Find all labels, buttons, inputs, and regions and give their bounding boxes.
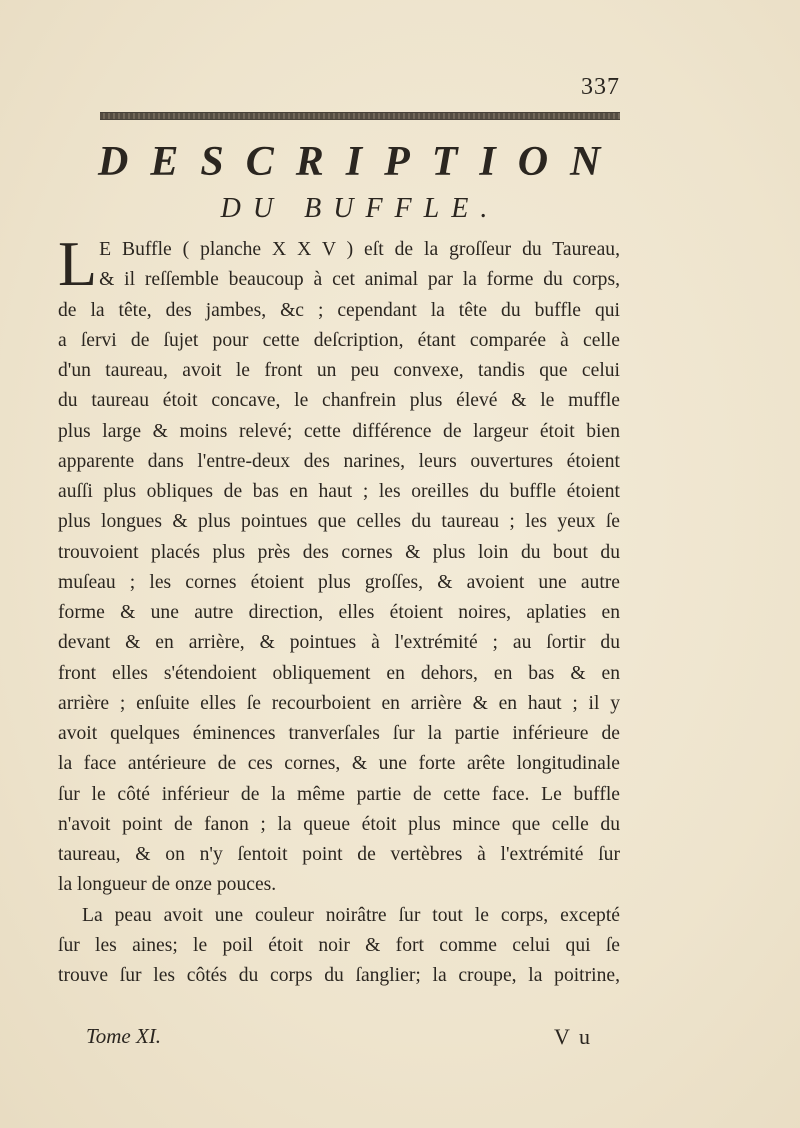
text-line: plus longues & plus pointues que celles du taureau ; les yeux ſe: [58, 511, 620, 533]
text-line: & il reſſemble beaucoup à cet animal par la forme du corps,: [99, 269, 620, 291]
text-line: muſeau ; les cornes étoient plus groſſes, & avoient une autre: [58, 571, 620, 593]
page-title: DESCRIPTION: [98, 139, 623, 185]
text-line: ſur le côté inférieur de la même partie de cette face. Le buffle: [58, 783, 620, 805]
text-line: apparente dans l'entre-deux des narines, leurs ouvertures étoient: [58, 450, 620, 472]
text-line-paragraph-start: La peau avoit une couleur noirâtre ſur tout le corps, excepté: [82, 904, 620, 926]
text-line: de la tête, des jambes, &c ; cependant la tête du buffle qui: [58, 299, 620, 321]
text-line: forme & une autre direction, elles étoient noires, aplaties en: [58, 602, 620, 623]
drop-cap: L: [58, 228, 98, 299]
page-number: 337: [581, 74, 620, 100]
text-line: n'avoit point de fanon ; la queue étoit plus mince que celle du: [58, 813, 620, 835]
text-line: E Buffle ( planche X X V ) eſt de la groſſeur du Taureau,: [99, 239, 620, 260]
text-line: devant & en arrière, & pointues à l'extrémité ; au ſortir du: [58, 632, 620, 654]
text-line: arrière ; enſuite elles ſe recourboient en arrière & en haut ; il y: [58, 692, 620, 714]
text-line: d'un taureau, avoit le front un peu convexe, tandis que celui: [58, 360, 620, 381]
text-line: front elles s'étendoient obliquement en dehors, en bas & en: [58, 662, 620, 684]
header-rule: [100, 112, 620, 120]
text-line: du taureau étoit concave, le chanfrein plus élevé & le muffle: [58, 390, 620, 412]
text-line: la face antérieure de ces cornes, & une forte arête longitudinale: [58, 753, 620, 775]
text-line: a ſervi de ſujet pour cette deſcription, étant comparée à celle: [58, 329, 620, 351]
body-text: [58, 228, 620, 991]
text-line: ſur les aines; le poil étoit noir & fort comme celui qui ſe: [58, 934, 620, 956]
text-line: trouve ſur les côtés du corps du ſanglier; la croupe, la poitrine,: [58, 965, 620, 986]
text-line: avoit quelques éminences tranverſales ſur la partie inférieure de: [58, 723, 620, 744]
text-line: plus large & moins relevé; cette différence de largeur étoit bien: [58, 420, 620, 442]
text-line: auſſi plus obliques de bas en haut ; les oreilles du buffle étoient: [58, 481, 620, 502]
volume-label: Tome XI.: [86, 1024, 162, 1048]
signature-mark: V u: [554, 1024, 592, 1049]
text-line: trouvoient placés plus près des cornes & plus loin du bout du: [58, 541, 620, 563]
text-line: taureau, & on n'y ſentoit point de vertèbres à l'extrémité ſur: [58, 844, 620, 865]
text-line-paragraph-end: la longueur de onze pouces.: [58, 874, 277, 896]
page-subtitle: DU BUFFLE.: [220, 193, 500, 224]
